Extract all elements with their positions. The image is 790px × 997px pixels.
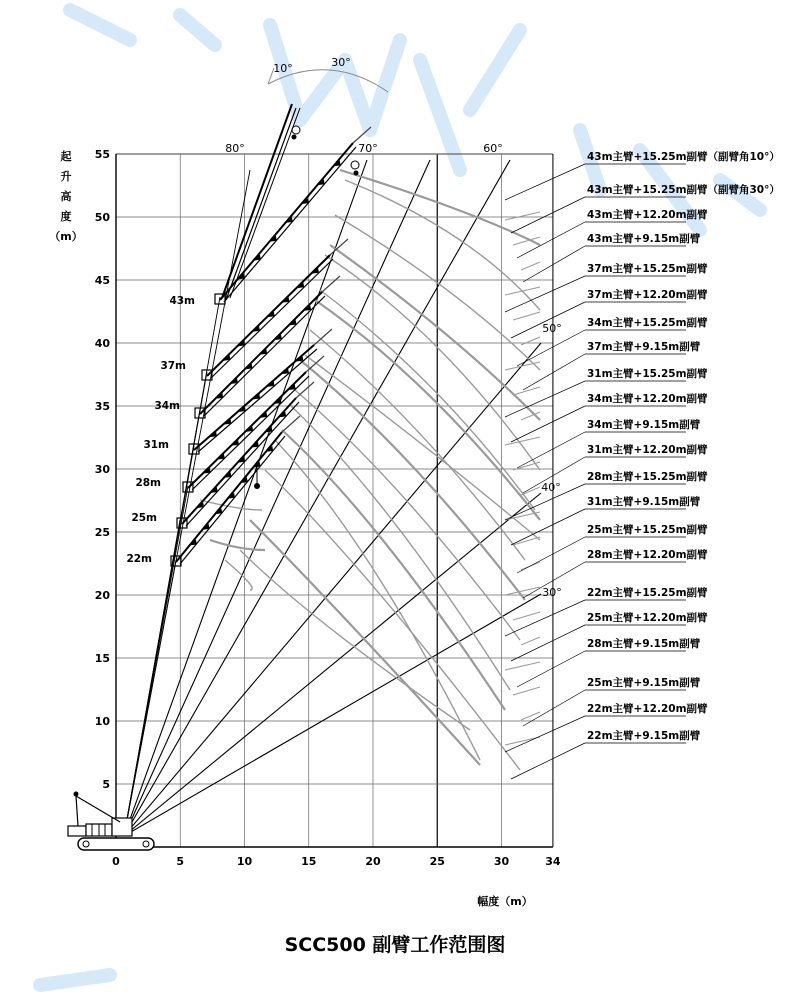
boom-length-label: 31m bbox=[143, 439, 169, 451]
boom-length-label: 43m bbox=[169, 295, 195, 307]
legend-entry: 28m主臂+12.20m副臂 bbox=[587, 549, 708, 561]
angle-label: 40° bbox=[541, 481, 561, 494]
x-tick-label: 30 bbox=[493, 855, 510, 868]
y-axis-label-char: （m） bbox=[49, 230, 83, 243]
labels bbox=[49, 56, 780, 908]
y-tick-label: 55 bbox=[94, 148, 110, 161]
x-tick-label: 5 bbox=[176, 855, 185, 868]
legend-entry: 22m主臂+9.15m副臂 bbox=[587, 730, 701, 742]
y-tick-label: 10 bbox=[94, 715, 110, 728]
range-curve bbox=[275, 440, 480, 760]
boom-lattice bbox=[171, 104, 371, 566]
boom-length-label: 25m bbox=[131, 512, 157, 524]
y-tick-label: 30 bbox=[94, 463, 110, 476]
y-tick-label: 20 bbox=[94, 589, 110, 602]
range-curve bbox=[340, 170, 540, 245]
boom-length-label: 34m bbox=[154, 400, 180, 412]
angle-label: 30° bbox=[542, 586, 562, 599]
legend-entry: 43m主臂+9.15m副臂 bbox=[587, 233, 701, 245]
offset-angle-label: 10° bbox=[273, 62, 293, 75]
legend-entry: 22m主臂+12.20m副臂 bbox=[587, 703, 708, 715]
offset-angle-label: 30° bbox=[331, 56, 351, 69]
y-axis-label-char: 起 bbox=[60, 150, 72, 163]
y-axis-label-char: 度 bbox=[60, 210, 72, 223]
angle-label: 60° bbox=[483, 142, 503, 155]
range-curve bbox=[265, 470, 520, 770]
range-curve bbox=[315, 300, 540, 520]
crawler-crane-icon bbox=[68, 792, 154, 851]
x-tick-label: 25 bbox=[429, 855, 445, 868]
range-curve bbox=[330, 245, 540, 420]
legend-entry: 34m主臂+12.20m副臂 bbox=[587, 393, 708, 405]
angle-label: 80° bbox=[225, 142, 245, 155]
range-curve bbox=[282, 430, 505, 710]
boom-line bbox=[188, 372, 306, 488]
y-tick-label: 40 bbox=[94, 337, 110, 350]
angle-label: 70° bbox=[358, 142, 378, 155]
legend-entry: 43m主臂+12.20m副臂 bbox=[587, 209, 708, 221]
chart-title: SCC500 副臂工作范围图 bbox=[284, 934, 506, 956]
y-axis-label-char: 升 bbox=[60, 170, 72, 183]
legend-entry: 28m主臂+15.25m副臂 bbox=[587, 471, 708, 483]
legend-entry: 43m主臂+15.25m副臂（副臂角30°） bbox=[587, 184, 780, 196]
x-tick-label: 20 bbox=[365, 855, 381, 868]
grid bbox=[116, 154, 553, 847]
range-curve bbox=[325, 255, 540, 470]
boom-length-label: 28m bbox=[135, 477, 161, 489]
y-tick-label: 50 bbox=[94, 211, 110, 224]
x-tick-label: 34 bbox=[545, 855, 561, 868]
y-tick-label: 35 bbox=[94, 400, 110, 413]
x-tick-label: 0 bbox=[112, 855, 120, 868]
y-axis-label-char: 高 bbox=[60, 190, 72, 203]
legend-entry: 25m主臂+12.20m副臂 bbox=[587, 612, 708, 624]
x-axis-label: 幅度（m） bbox=[477, 895, 533, 908]
legend-entry: 34m主臂+9.15m副臂 bbox=[587, 419, 701, 431]
legend-entry: 37m主臂+9.15m副臂 bbox=[587, 341, 701, 353]
angle-label: 50° bbox=[542, 322, 562, 335]
x-tick-label: 10 bbox=[236, 855, 253, 868]
range-curve bbox=[300, 360, 525, 600]
x-tick-label: 15 bbox=[301, 855, 317, 868]
y-tick-label: 5 bbox=[102, 778, 110, 791]
boom-length-label: 22m bbox=[126, 553, 152, 565]
y-tick-label: 45 bbox=[94, 274, 110, 287]
legend-entry: 31m主臂+15.25m副臂 bbox=[587, 368, 708, 380]
legend-entry: 22m主臂+15.25m副臂 bbox=[587, 587, 708, 599]
legend-entry: 37m主臂+15.25m副臂 bbox=[587, 263, 708, 275]
range-curve bbox=[310, 330, 525, 560]
legend-entry: 37m主臂+12.20m副臂 bbox=[587, 289, 708, 301]
legend-entry: 31m主臂+12.20m副臂 bbox=[587, 444, 708, 456]
range-curve bbox=[240, 550, 470, 730]
range-curve bbox=[225, 560, 252, 590]
legend-entry: 31m主臂+9.15m副臂 bbox=[587, 496, 701, 508]
legend-entry: 43m主臂+15.25m副臂（副臂角10°） bbox=[587, 151, 780, 163]
range-curve bbox=[305, 355, 540, 540]
boom-length-label: 37m bbox=[160, 360, 186, 372]
legend-entry: 25m主臂+9.15m副臂 bbox=[587, 677, 701, 689]
legend-entry: 28m主臂+9.15m副臂 bbox=[587, 638, 701, 650]
y-tick-label: 25 bbox=[94, 526, 110, 539]
range-curve bbox=[290, 405, 510, 690]
y-tick-label: 15 bbox=[94, 652, 110, 665]
legend-entry: 25m主臂+15.25m副臂 bbox=[587, 524, 708, 536]
legend-entry: 34m主臂+15.25m副臂 bbox=[587, 317, 708, 329]
